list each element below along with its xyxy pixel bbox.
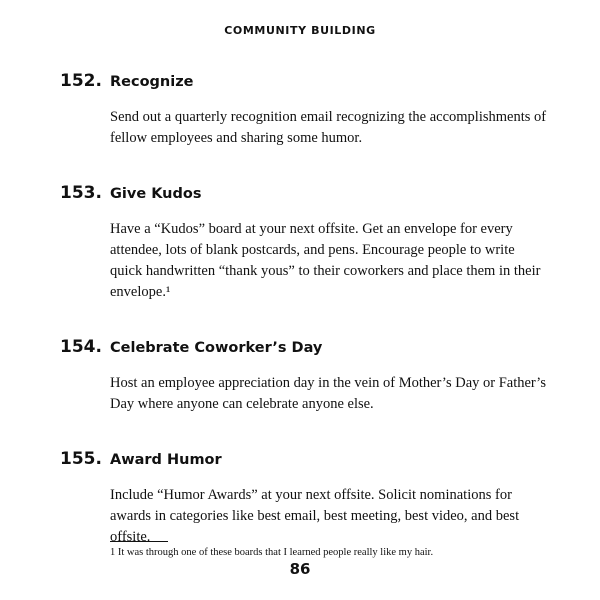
- item-title: Celebrate Coworker’s Day: [110, 340, 323, 357]
- item-heading: [60, 71, 548, 91]
- item-body: Include “Humor Awards” at your next offsite. Solicit nominations for awards in categories like best email, best meeting, best video, and best offsite.: [110, 487, 520, 546]
- list-item: [60, 71, 548, 149]
- item-title: Give Kudos: [110, 186, 202, 203]
- item-body: Send out a quarterly recognition email recognizing the accomplishments of fellow employees and sharing some humor.: [110, 109, 547, 147]
- item-body: Host an employee appreciation day in the vein of Mother’s Day or Father’s Day where anyone can celebrate anyone else.: [110, 375, 546, 413]
- footnote-divider: [110, 541, 168, 542]
- item-number: 155.: [60, 449, 102, 470]
- list-item: [60, 449, 548, 548]
- list-item: [60, 183, 548, 303]
- item-number: 152.: [60, 71, 102, 91]
- footnote-text: 1 It was through one of these boards that I learned people really like my hair.: [110, 547, 434, 558]
- items-list: [60, 71, 548, 548]
- item-heading: [60, 449, 548, 469]
- item-heading: [60, 337, 548, 357]
- running-head: COMMUNITY BUILDING: [224, 24, 376, 37]
- item-heading: [60, 183, 548, 203]
- item-number: 154.: [60, 337, 102, 358]
- footnote-area: [110, 541, 555, 558]
- item-number: 153.: [60, 183, 102, 204]
- item-body: Have a “Kudos” board at your next offsite. Get an envelope for every attendee, lots of blank postcards, and pens. Encourage people to write quick handwritten “thank yous” to their coworkers and place them in their envelope.¹: [110, 221, 541, 301]
- item-title: Award Humor: [110, 452, 222, 469]
- list-item: [60, 337, 548, 415]
- page-number: 86: [289, 560, 311, 578]
- item-title: Recognize: [110, 74, 194, 90]
